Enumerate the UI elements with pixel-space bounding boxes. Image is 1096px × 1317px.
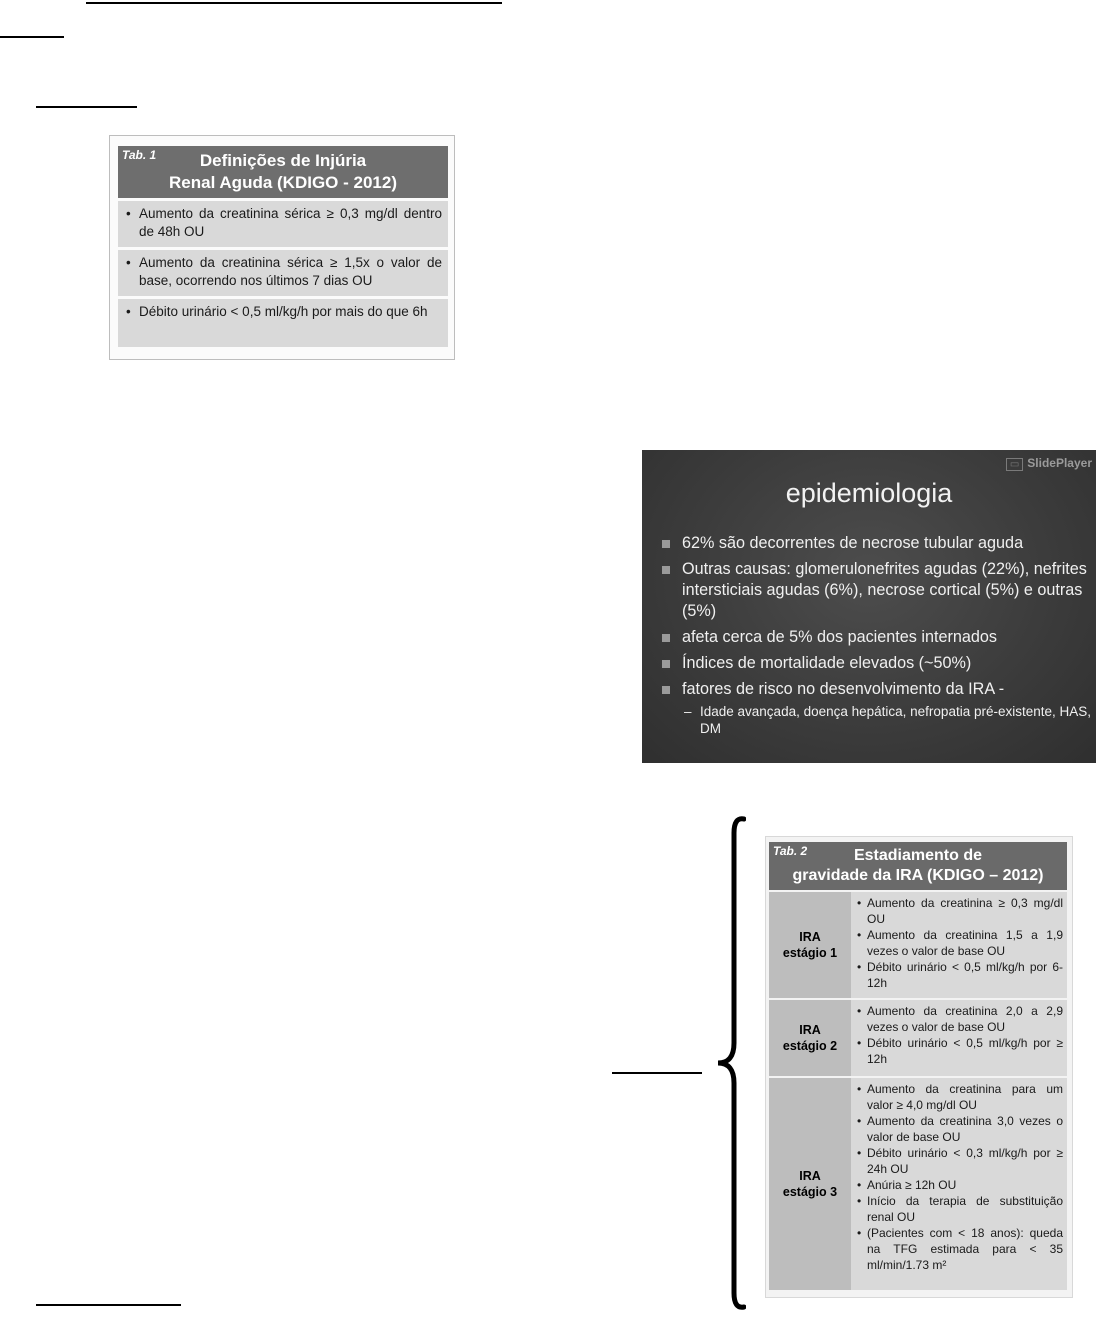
heading-rule-top <box>86 2 502 4</box>
row-text: Aumento da creatinina sérica ≥ 0,3 mg/dl dentro de 48h OU <box>139 206 442 239</box>
table-title <box>118 150 448 194</box>
slide-title: epidemiologia <box>785 478 953 508</box>
square-bullet-icon <box>662 566 678 574</box>
list-item: fatores de risco no desenvolvimento da IRA - <box>662 679 1092 700</box>
table-header <box>769 842 1067 890</box>
slideplayer-logo-text: SlidePlayer <box>1027 456 1092 470</box>
list-item: Índices de mortalidade elevados (~50%) <box>662 653 1092 674</box>
heading-rule-left <box>0 36 64 38</box>
table-title <box>769 846 1067 886</box>
slideplayer-icon: ▭ <box>1006 458 1023 471</box>
table-kdigo-definitions <box>109 135 455 360</box>
table-number: Tab. 1 <box>122 148 157 162</box>
table-number: Tab. 2 <box>773 844 808 858</box>
list-item: 62% são decorrentes de necrose tubular aguda <box>662 533 1092 554</box>
curly-brace-icon <box>712 815 746 1311</box>
table-title-line-1: Definições de Injúria <box>199 151 367 170</box>
table-title-line-2: Renal Aguda (KDIGO - 2012) <box>169 173 397 192</box>
stage-label: IRA estágio 2 <box>769 1000 851 1076</box>
table-row: • Aumento da creatinina sérica ≥ 1,5x o valor de base, ocorrendo nos últimos 7 dias OU <box>118 250 448 296</box>
row-text: Aumento da creatinina sérica ≥ 1,5x o valor de base, ocorrendo nos últimos 7 dias OU <box>139 255 442 288</box>
stage-criteria: • Aumento da creatinina 2,0 a 2,9 vezes o valor de base OU • Débito urinário < 0,5 ml/kg/h por ≥ 12h <box>853 1000 1067 1076</box>
heading-rule-staging <box>612 1072 702 1074</box>
square-bullet-icon <box>662 660 678 668</box>
sub-list-item: – Idade avançada, doença hepática, nefropatia pré-existente, HAS, DM <box>684 704 1092 736</box>
row-text: Débito urinário < 0,5 ml/kg/h por mais do que 6h <box>139 304 428 319</box>
stage-label: IRA estágio 3 <box>769 1078 851 1290</box>
epidemiology-slide <box>642 450 1096 763</box>
slideplayer-logo <box>1006 456 1092 470</box>
list-item: afeta cerca de 5% dos pacientes internados <box>662 627 1092 648</box>
heading-rule-definition <box>36 106 137 108</box>
table-row: • Débito urinário < 0,5 ml/kg/h por mais do que 6h <box>118 299 448 347</box>
table-title-line-2: gravidade da IRA (KDIGO – 2012) <box>792 867 1044 884</box>
list-item: Outras causas: glomerulonefrites agudas (22%), nefrites intersticiais agudas (6%), necrose cortical (5%) e outras (5%) <box>662 559 1092 622</box>
square-bullet-icon <box>662 634 678 642</box>
table-header <box>118 146 448 198</box>
stage-row-3 <box>769 1076 1067 1290</box>
slide-bullet-list <box>662 533 1092 737</box>
square-bullet-icon <box>662 540 678 548</box>
table-kdigo-staging <box>765 836 1073 1298</box>
stage-criteria: • Aumento da creatinina para um valor ≥ 4,0 mg/dl OU • Aumento da creatinina 3,0 vezes o valor de base OU • Débito urinário < 0,3 ml/kg/h por ≥ 24h OU • Anúria ≥ 12h OU • Início da terapia de substituição renal OU • (Pacientes com < 18 anos): queda na TFG estimada para < 35 ml/min/1.73 m² <box>853 1078 1067 1290</box>
stage-criteria: • Aumento da creatinina ≥ 0,3 mg/dl OU • Aumento da creatinina 1,5 a 1,9 vezes o valor de base OU • Débito urinário < 0,5 ml/kg/h por 6-12h <box>853 892 1067 998</box>
heading-rule-bottom <box>36 1304 181 1306</box>
table-title-line-1: Estadiamento de <box>853 847 983 864</box>
stage-row-2 <box>769 998 1067 1076</box>
stage-label: IRA estágio 1 <box>769 892 851 998</box>
square-bullet-icon <box>662 686 678 694</box>
stage-row-1 <box>769 890 1067 998</box>
table-row: • Aumento da creatinina sérica ≥ 0,3 mg/dl dentro de 48h OU <box>118 201 448 247</box>
